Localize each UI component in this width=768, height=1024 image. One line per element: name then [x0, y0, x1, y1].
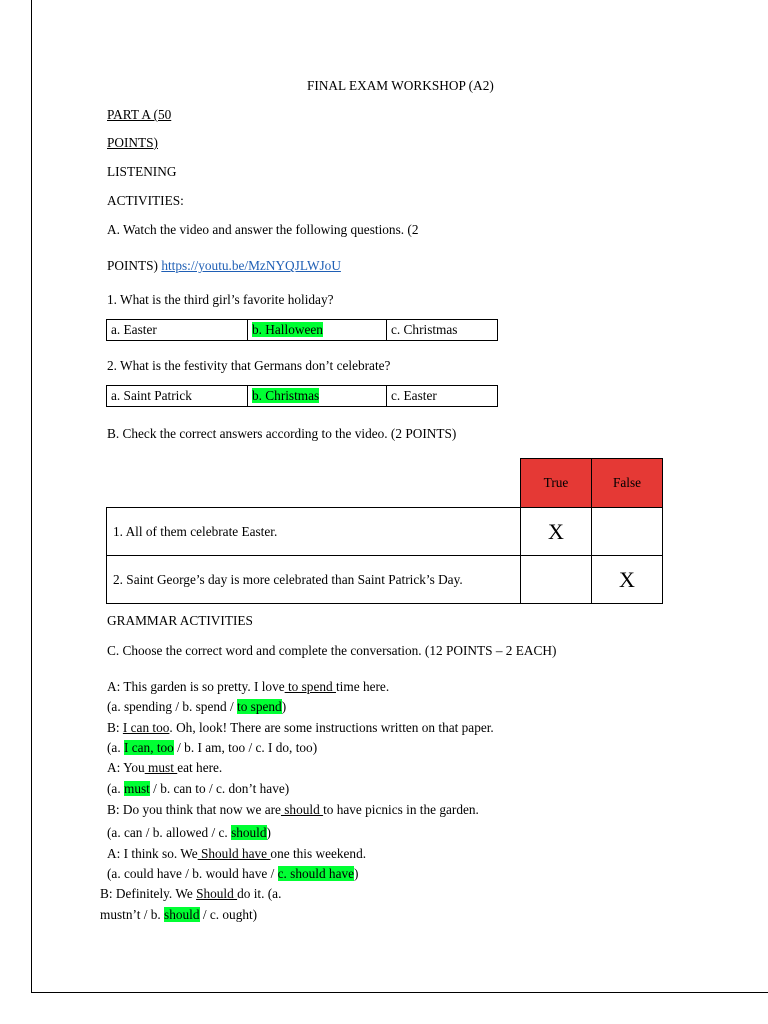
grammar-instruction: C. Choose the correct word and complete the conversation. (12 POINTS – 2 EACH) — [107, 643, 557, 658]
conversation-line-8: (a. can / b. allowed / c. should) — [107, 825, 271, 840]
q1-option-b-highlight: b. Halloween — [252, 322, 323, 337]
statement-1-true-mark[interactable]: X — [521, 508, 592, 556]
table-row — [107, 508, 663, 556]
answer-highlight: should — [231, 825, 267, 840]
part-a-heading-line1: PART A (50 — [107, 107, 172, 122]
q1-option-a: a. Easter — [107, 320, 248, 341]
table-header-blank — [107, 459, 521, 508]
conversation-line-10: (a. could have / b. would have / c. should have) — [107, 866, 359, 881]
statement-1-false-mark[interactable] — [592, 508, 663, 556]
table-row — [107, 556, 663, 604]
q2-option-c: c. Easter — [387, 386, 498, 407]
statement-1: 1. All of them celebrate Easter. — [107, 508, 521, 556]
statement-2: 2. Saint George’s day is more celebrated than Saint Patrick’s Day. — [107, 556, 521, 604]
conversation-line-2: (a. spending / b. spend / to spend) — [107, 699, 287, 714]
video-link[interactable]: https://youtu.be/MzNYQJLWJoU — [161, 258, 341, 273]
page-bottom-border — [31, 992, 768, 993]
q2-option-b — [248, 386, 387, 407]
section-a-points: POINTS) — [107, 258, 162, 273]
grammar-heading: GRAMMAR ACTIVITIES — [107, 613, 253, 628]
statement-2-false-mark[interactable]: X — [592, 556, 663, 604]
answer-highlight: I can, too — [123, 740, 174, 755]
section-b-instruction: B. Check the correct answers according to the video. (2 POINTS) — [107, 426, 457, 441]
page-left-border — [31, 0, 32, 993]
conversation-line-6: (a. must / b. can to / c. don’t have) — [107, 781, 290, 796]
q1-option-b — [248, 320, 387, 341]
q2-option-a: a. Saint Patrick — [107, 386, 248, 407]
question-1-options — [106, 319, 498, 341]
conversation-line-9: A: I think so. We Should have one this weekend. — [107, 846, 367, 861]
section-a-instruction: A. Watch the video and answer the following questions. (2 — [107, 222, 419, 237]
listening-heading-line1: LISTENING — [107, 164, 177, 179]
document-title: FINAL EXAM WORKSHOP (A2) — [307, 78, 494, 93]
question-1: 1. What is the third girl’s favorite holiday? — [107, 292, 334, 307]
conversation-line-1: A: This garden is so pretty. I love to spend time here. — [107, 679, 390, 694]
conversation-line-4: (a. I can, too / b. I am, too / c. I do, too) — [107, 740, 318, 755]
question-2: 2. What is the festivity that Germans don’t celebrate? — [107, 358, 391, 373]
conversation-line-7: B: Do you think that now we are should to have picnics in the garden. — [107, 802, 479, 817]
q2-option-b-highlight: b. Christmas — [252, 388, 320, 403]
true-header: True — [521, 459, 592, 508]
section-a-points-line — [107, 258, 341, 274]
false-header: False — [592, 459, 663, 508]
answer-highlight: must — [123, 781, 150, 796]
conversation-line-12: mustn’t / b. should / c. ought) — [100, 907, 258, 922]
statement-2-true-mark[interactable] — [521, 556, 592, 604]
answer-highlight: to spend — [237, 699, 282, 714]
question-2-options — [106, 385, 498, 407]
part-a-heading-line2: POINTS) — [107, 135, 158, 150]
conversation-line-3: B: I can too. Oh, look! There are some instructions written on that paper. — [107, 720, 494, 735]
true-false-table — [106, 458, 663, 604]
answer-highlight: c. should have — [277, 866, 355, 881]
conversation-line-11: B: Definitely. We Should do it. (a. — [100, 886, 282, 901]
q1-option-c: c. Christmas — [387, 320, 498, 341]
listening-heading-line2: ACTIVITIES: — [107, 193, 184, 208]
answer-highlight: should — [164, 907, 200, 922]
conversation-line-5: A: You must eat here. — [107, 760, 223, 775]
